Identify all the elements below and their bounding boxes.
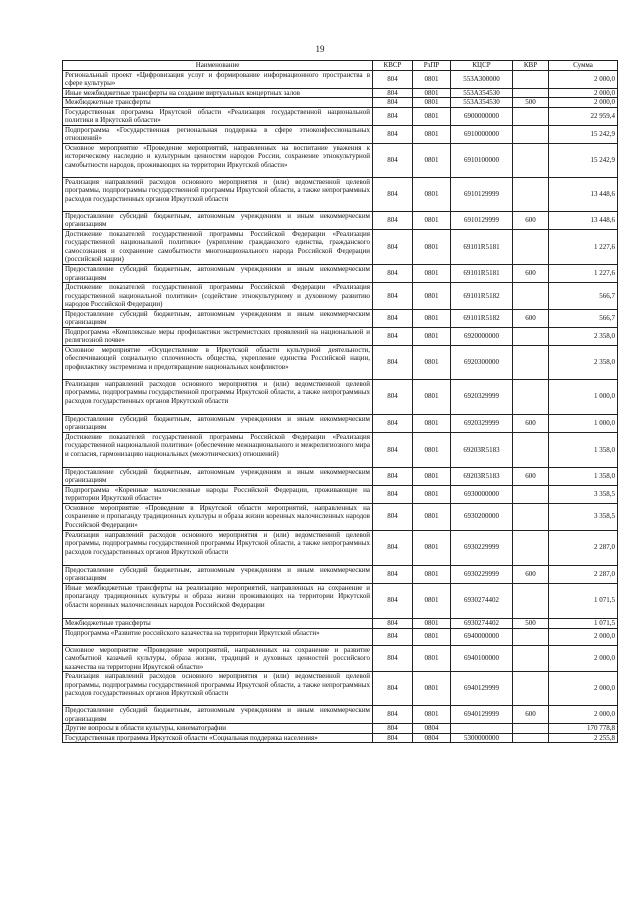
cell-kvsr: 804 bbox=[373, 706, 413, 724]
cell-kcsr: 6920000000 bbox=[451, 327, 513, 345]
cell-rzpr: 0801 bbox=[413, 125, 451, 143]
cell-kvr bbox=[513, 107, 549, 125]
cell-kvr bbox=[513, 125, 549, 143]
cell-kcsr: 69101R5181 bbox=[451, 264, 513, 282]
cell-name: Предоставление субсидий бюджетным, автономным учреждениям и иным некоммерческим организациям bbox=[63, 467, 373, 485]
cell-sum: 1 000,0 bbox=[549, 414, 618, 432]
cell-kvsr: 804 bbox=[373, 211, 413, 229]
table-row bbox=[63, 565, 618, 583]
cell-kvsr: 804 bbox=[373, 98, 413, 108]
table-row bbox=[63, 530, 618, 565]
table-row bbox=[63, 143, 618, 177]
cell-sum: 2 358,0 bbox=[549, 345, 618, 379]
cell-rzpr: 0801 bbox=[413, 177, 451, 211]
cell-rzpr: 0801 bbox=[413, 565, 451, 583]
cell-name: Межбюджетные трансферты bbox=[63, 98, 373, 108]
cell-kvsr: 804 bbox=[373, 88, 413, 98]
cell-kvr bbox=[513, 485, 549, 503]
cell-rzpr: 0804 bbox=[413, 733, 451, 743]
cell-kcsr: 553A300000 bbox=[451, 70, 513, 88]
cell-kvsr: 804 bbox=[373, 125, 413, 143]
cell-name: Предоставление субсидий бюджетным, автономным учреждениям и иным некоммерческим организациям bbox=[63, 211, 373, 229]
cell-sum: 2 255,8 bbox=[549, 733, 618, 743]
cell-rzpr: 0801 bbox=[413, 229, 451, 264]
cell-kvr bbox=[513, 530, 549, 565]
cell-name: Иные межбюджетные трансферты на создание виртуальных концертных залов bbox=[63, 88, 373, 98]
cell-kvr bbox=[513, 503, 549, 530]
budget-table bbox=[62, 60, 618, 743]
table-row bbox=[63, 628, 618, 645]
cell-kvsr: 804 bbox=[373, 309, 413, 327]
table-row bbox=[63, 327, 618, 345]
cell-kvsr: 804 bbox=[373, 229, 413, 264]
cell-rzpr: 0801 bbox=[413, 583, 451, 618]
cell-sum: 1 071,5 bbox=[549, 618, 618, 628]
cell-kcsr: 6910000000 bbox=[451, 125, 513, 143]
cell-kvsr: 804 bbox=[373, 485, 413, 503]
table-row bbox=[63, 125, 618, 143]
cell-kvr: 500 bbox=[513, 98, 549, 108]
cell-kvr bbox=[513, 724, 549, 734]
cell-kvsr: 804 bbox=[373, 467, 413, 485]
cell-kcsr: 553A354530 bbox=[451, 98, 513, 108]
cell-kcsr: 6930229999 bbox=[451, 565, 513, 583]
cell-name: Достижение показателей государственной программы Российской Федерации «Реализация государственной национальной политики» (обеспечение межнационального и межрелигиозного мира и согласия, гармонизацию национальных (межэтнических) отношений) bbox=[63, 432, 373, 467]
cell-kvsr: 804 bbox=[373, 414, 413, 432]
table-row bbox=[63, 98, 618, 108]
cell-rzpr: 0801 bbox=[413, 70, 451, 88]
cell-kvr: 600 bbox=[513, 414, 549, 432]
cell-rzpr: 0801 bbox=[413, 264, 451, 282]
cell-name: Реализация направлений расходов основного мероприятия и (или) ведомственной целевой программы, подпрограммы государственной программы Иркутской области, а также непрограммных расходов государственных органов Иркутской области bbox=[63, 379, 373, 414]
cell-kcsr: 6930000000 bbox=[451, 485, 513, 503]
cell-rzpr: 0801 bbox=[413, 379, 451, 414]
cell-kcsr: 6910129999 bbox=[451, 211, 513, 229]
cell-kcsr: 69203R5183 bbox=[451, 432, 513, 467]
cell-kcsr: 6940129999 bbox=[451, 706, 513, 724]
cell-name: Предоставление субсидий бюджетным, автономным учреждениям и иным некоммерческим организациям bbox=[63, 264, 373, 282]
cell-kvr bbox=[513, 70, 549, 88]
cell-kcsr: 6930274402 bbox=[451, 618, 513, 628]
cell-sum: 566,7 bbox=[549, 309, 618, 327]
cell-kcsr: 6920329999 bbox=[451, 379, 513, 414]
cell-kvsr: 804 bbox=[373, 645, 413, 672]
table-row bbox=[63, 283, 618, 310]
cell-kcsr: 6920329999 bbox=[451, 414, 513, 432]
cell-rzpr: 0801 bbox=[413, 467, 451, 485]
cell-sum: 2 358,0 bbox=[549, 327, 618, 345]
cell-name: Предоставление субсидий бюджетным, автономным учреждениям и иным некоммерческим организациям bbox=[63, 565, 373, 583]
cell-sum: 15 242,9 bbox=[549, 125, 618, 143]
cell-rzpr: 0804 bbox=[413, 724, 451, 734]
cell-kcsr: 5300000000 bbox=[451, 733, 513, 743]
cell-sum: 2 000,0 bbox=[549, 672, 618, 706]
cell-rzpr: 0801 bbox=[413, 645, 451, 672]
header-kvr: КВР bbox=[513, 61, 549, 71]
cell-name: Иные межбюджетные трансферты на реализацию мероприятий, направленных на сохранение и пропаганду традиционных культуры и образа жизни проживающих на территории Иркутской области коренных малочисленных народов Российской Федерации bbox=[63, 583, 373, 618]
cell-kvsr: 804 bbox=[373, 327, 413, 345]
table-row bbox=[63, 345, 618, 379]
cell-kvr bbox=[513, 645, 549, 672]
cell-name: Государственная программа Иркутской области «Реализация государственной национальной политики в Иркутской области» bbox=[63, 107, 373, 125]
cell-name: Государственная программа Иркутской области «Социальная поддержка населения» bbox=[63, 733, 373, 743]
cell-name: Предоставление субсидий бюджетным, автономным учреждениям и иным некоммерческим организациям bbox=[63, 706, 373, 724]
cell-rzpr: 0801 bbox=[413, 503, 451, 530]
table-row bbox=[63, 672, 618, 706]
cell-sum: 1 358,0 bbox=[549, 467, 618, 485]
header-kvsr: КВСР bbox=[373, 61, 413, 71]
cell-kcsr: 6900000000 bbox=[451, 107, 513, 125]
table-row bbox=[63, 309, 618, 327]
cell-kvr: 500 bbox=[513, 618, 549, 628]
cell-kvsr: 804 bbox=[373, 583, 413, 618]
cell-name: Межбюджетные трансферты bbox=[63, 618, 373, 628]
cell-kvr bbox=[513, 432, 549, 467]
cell-name: Достижение показателей государственной программы Российской Федерации «Реализация государственной национальной политики» (содействие этнокультурному и духовному развитию народов Российской Федерации) bbox=[63, 283, 373, 310]
cell-kvsr: 804 bbox=[373, 70, 413, 88]
cell-name: Реализация направлений расходов основного мероприятия и (или) ведомственной целевой программы, подпрограммы государственной программы Иркутской области, а также непрограммных расходов государственных органов Иркутской области bbox=[63, 672, 373, 706]
cell-kcsr: 6940000000 bbox=[451, 628, 513, 645]
cell-kvr bbox=[513, 733, 549, 743]
cell-sum: 2 000,0 bbox=[549, 70, 618, 88]
cell-sum: 2 000,0 bbox=[549, 628, 618, 645]
cell-kvsr: 804 bbox=[373, 143, 413, 177]
cell-rzpr: 0801 bbox=[413, 143, 451, 177]
table-row bbox=[63, 724, 618, 734]
cell-kvr bbox=[513, 583, 549, 618]
page-number: 19 bbox=[315, 44, 325, 54]
cell-kvsr: 804 bbox=[373, 283, 413, 310]
cell-kvr bbox=[513, 229, 549, 264]
cell-rzpr: 0801 bbox=[413, 107, 451, 125]
cell-kcsr: 6940129999 bbox=[451, 672, 513, 706]
cell-name: Реализация направлений расходов основного мероприятия и (или) ведомственной целевой программы, подпрограммы государственной программы Иркутской области, а также непрограммных расходов государственных органов Иркутской области bbox=[63, 177, 373, 211]
table-row bbox=[63, 618, 618, 628]
cell-sum: 1 000,0 bbox=[549, 379, 618, 414]
table-row bbox=[63, 733, 618, 743]
cell-name: Другие вопросы в области культуры, кинематографии bbox=[63, 724, 373, 734]
cell-kcsr: 6930274402 bbox=[451, 583, 513, 618]
table-row bbox=[63, 379, 618, 414]
cell-kvr: 600 bbox=[513, 565, 549, 583]
cell-kvsr: 804 bbox=[373, 264, 413, 282]
cell-name: Подпрограмма «Развитие российского казачества на территории Иркутской области» bbox=[63, 628, 373, 645]
table-row bbox=[63, 88, 618, 98]
cell-name: Подпрограмма «Комплексные меры профилактики экстремистских проявлений на национальной и религиозной почве» bbox=[63, 327, 373, 345]
cell-kcsr: 69101R5182 bbox=[451, 283, 513, 310]
cell-rzpr: 0801 bbox=[413, 485, 451, 503]
cell-kvr bbox=[513, 379, 549, 414]
table-row bbox=[63, 414, 618, 432]
table-row bbox=[63, 467, 618, 485]
cell-name: Основное мероприятие «Осуществление в Иркутской области культурной деятельности, обеспечивающей социальную сплоченность общества, укрепление единства Российской нации, профилактику экстремизма и предотвращение национальных конфликтов» bbox=[63, 345, 373, 379]
cell-kcsr: 6910129999 bbox=[451, 177, 513, 211]
header-sum: Сумма bbox=[549, 61, 618, 71]
cell-kcsr: 69101R5182 bbox=[451, 309, 513, 327]
table-row bbox=[63, 229, 618, 264]
cell-rzpr: 0801 bbox=[413, 414, 451, 432]
cell-rzpr: 0801 bbox=[413, 283, 451, 310]
cell-sum: 15 242,9 bbox=[549, 143, 618, 177]
cell-sum: 1 071,5 bbox=[549, 583, 618, 618]
cell-sum: 2 000,0 bbox=[549, 98, 618, 108]
cell-name: Основное мероприятие «Проведение в Иркутской области мероприятий, направленных на сохранение и пропаганду традиционных культуры и образа жизни коренных малочисленных народов Российской Федерации» bbox=[63, 503, 373, 530]
cell-kvr bbox=[513, 88, 549, 98]
table-row bbox=[63, 211, 618, 229]
cell-kvr bbox=[513, 283, 549, 310]
cell-kvr bbox=[513, 672, 549, 706]
table-header-row bbox=[63, 61, 618, 71]
cell-kvr bbox=[513, 143, 549, 177]
cell-sum: 1 227,6 bbox=[549, 264, 618, 282]
cell-kcsr: 553A354530 bbox=[451, 88, 513, 98]
cell-kvr bbox=[513, 345, 549, 379]
table-row bbox=[63, 485, 618, 503]
cell-sum: 3 358,5 bbox=[549, 503, 618, 530]
cell-kcsr: 69203R5183 bbox=[451, 467, 513, 485]
cell-kvsr: 804 bbox=[373, 565, 413, 583]
cell-kvsr: 804 bbox=[373, 724, 413, 734]
cell-kvsr: 804 bbox=[373, 672, 413, 706]
table-row bbox=[63, 645, 618, 672]
cell-sum: 22 959,4 bbox=[549, 107, 618, 125]
cell-kvsr: 804 bbox=[373, 345, 413, 379]
cell-rzpr: 0801 bbox=[413, 88, 451, 98]
cell-name: Основное мероприятие «Проведение мероприятий, направленных на сохранение и развитие самобытной казачьей культуры, образа жизни, традиций и духовных ценностей российского казачества на территории Иркутской области» bbox=[63, 645, 373, 672]
cell-kvsr: 804 bbox=[373, 107, 413, 125]
cell-kvsr: 804 bbox=[373, 628, 413, 645]
cell-kvr: 600 bbox=[513, 264, 549, 282]
cell-sum: 2 000,0 bbox=[549, 88, 618, 98]
table-row bbox=[63, 107, 618, 125]
header-rzpr: РзПР bbox=[413, 61, 451, 71]
cell-sum: 170 778,8 bbox=[549, 724, 618, 734]
cell-sum: 566,7 bbox=[549, 283, 618, 310]
cell-sum: 1 227,6 bbox=[549, 229, 618, 264]
cell-sum: 2 000,0 bbox=[549, 706, 618, 724]
table-row bbox=[63, 264, 618, 282]
cell-name: Предоставление субсидий бюджетным, автономным учреждениям и иным некоммерческим организациям bbox=[63, 309, 373, 327]
cell-rzpr: 0801 bbox=[413, 628, 451, 645]
cell-sum: 1 358,0 bbox=[549, 432, 618, 467]
cell-kvsr: 804 bbox=[373, 618, 413, 628]
cell-rzpr: 0801 bbox=[413, 530, 451, 565]
cell-name: Подпрограмма «Государственная региональная поддержка в сфере этноконфессиональных отношений» bbox=[63, 125, 373, 143]
cell-rzpr: 0801 bbox=[413, 345, 451, 379]
cell-kcsr bbox=[451, 724, 513, 734]
cell-kvr: 600 bbox=[513, 211, 549, 229]
cell-rzpr: 0801 bbox=[413, 706, 451, 724]
cell-kvsr: 804 bbox=[373, 503, 413, 530]
cell-rzpr: 0801 bbox=[413, 672, 451, 706]
table-row bbox=[63, 583, 618, 618]
cell-sum: 2 287,0 bbox=[549, 530, 618, 565]
cell-kvr: 600 bbox=[513, 309, 549, 327]
cell-sum: 13 448,6 bbox=[549, 177, 618, 211]
table-row bbox=[63, 70, 618, 88]
cell-kvr: 600 bbox=[513, 706, 549, 724]
cell-kcsr: 69101R5181 bbox=[451, 229, 513, 264]
cell-kvsr: 804 bbox=[373, 733, 413, 743]
cell-kcsr: 6940100000 bbox=[451, 645, 513, 672]
cell-name: Основное мероприятие «Проведение мероприятий, направленных на воспитание уважения к историческому наследию и культурным ценностям народов России, сохранение этнокультурной самобытности народов, проживающих на территории Иркутской области» bbox=[63, 143, 373, 177]
cell-kvr bbox=[513, 327, 549, 345]
header-kcsr: КЦСР bbox=[451, 61, 513, 71]
cell-kvsr: 804 bbox=[373, 530, 413, 565]
cell-rzpr: 0801 bbox=[413, 211, 451, 229]
cell-rzpr: 0801 bbox=[413, 432, 451, 467]
cell-rzpr: 0801 bbox=[413, 309, 451, 327]
cell-kvsr: 804 bbox=[373, 432, 413, 467]
table-row bbox=[63, 503, 618, 530]
cell-name: Предоставление субсидий бюджетным, автономным учреждениям и иным некоммерческим организациям bbox=[63, 414, 373, 432]
cell-name: Подпрограмма «Коренные малочисленные народы Российской Федерации, проживающие на территории Иркутской области» bbox=[63, 485, 373, 503]
cell-kvsr: 804 bbox=[373, 379, 413, 414]
cell-rzpr: 0801 bbox=[413, 327, 451, 345]
cell-kcsr: 6920300000 bbox=[451, 345, 513, 379]
cell-kvr bbox=[513, 628, 549, 645]
cell-kcsr: 6930200000 bbox=[451, 503, 513, 530]
cell-name: Достижение показателей государственной программы Российской Федерации «Реализация государственной национальной политики» (укрепление гражданского единства, гражданского самосознания и сохранение самобытности многонационального народа Российской Федерации (российской нации) bbox=[63, 229, 373, 264]
table-row bbox=[63, 177, 618, 211]
header-name: Наименование bbox=[63, 61, 373, 71]
cell-sum: 2 287,0 bbox=[549, 565, 618, 583]
cell-rzpr: 0801 bbox=[413, 618, 451, 628]
table-row bbox=[63, 706, 618, 724]
table-row bbox=[63, 432, 618, 467]
cell-kvr: 600 bbox=[513, 467, 549, 485]
cell-name: Реализация направлений расходов основного мероприятия и (или) ведомственной целевой программы, подпрограммы государственной программы Иркутской области, а также непрограммных расходов государственных органов Иркутской области bbox=[63, 530, 373, 565]
cell-name: Региональный проект «Цифровизация услуг и формирование информационного пространства в сфере культуры» bbox=[63, 70, 373, 88]
cell-kcsr: 6910100000 bbox=[451, 143, 513, 177]
cell-rzpr: 0801 bbox=[413, 98, 451, 108]
cell-sum: 2 000,0 bbox=[549, 645, 618, 672]
cell-kvr bbox=[513, 177, 549, 211]
cell-sum: 3 358,5 bbox=[549, 485, 618, 503]
cell-kcsr: 6930229999 bbox=[451, 530, 513, 565]
cell-kvsr: 804 bbox=[373, 177, 413, 211]
cell-sum: 13 448,6 bbox=[549, 211, 618, 229]
